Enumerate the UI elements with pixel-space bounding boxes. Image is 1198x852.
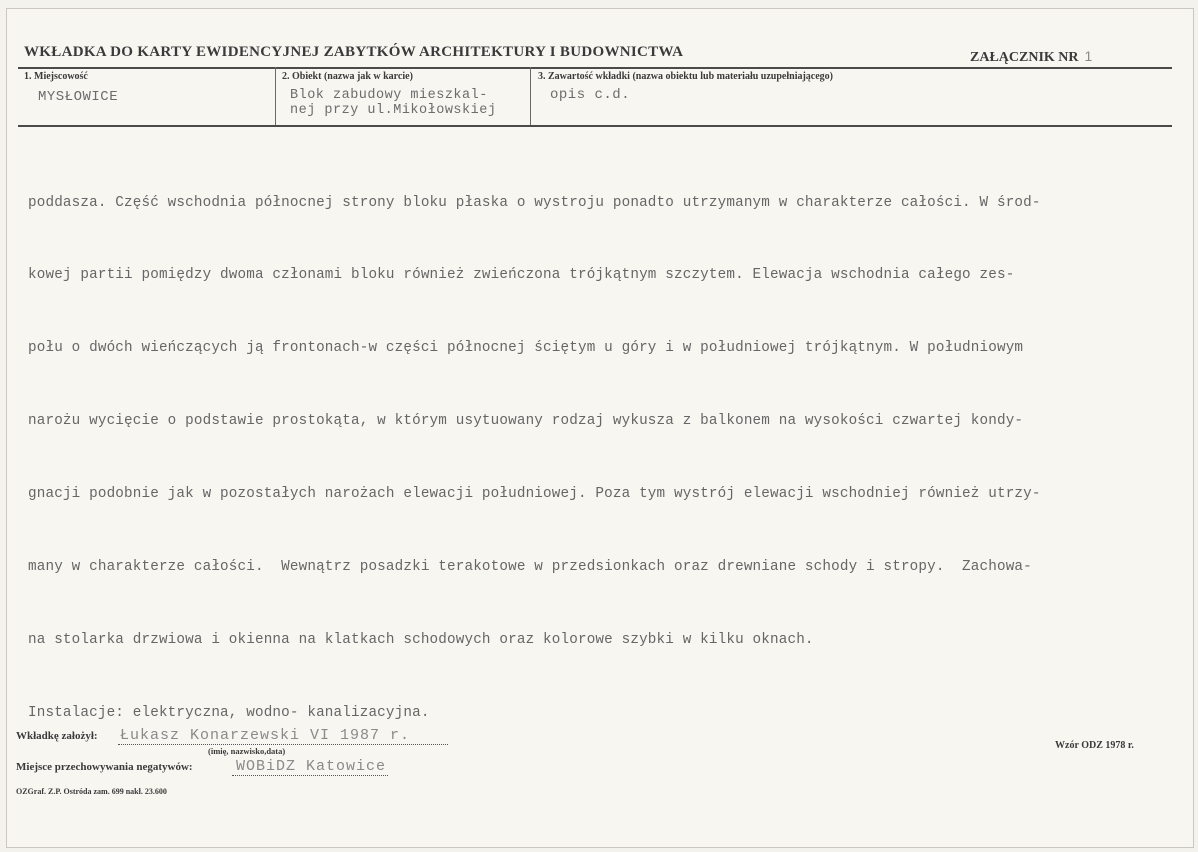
description-line: narożu wycięcie o podstawie prostokąta, w którym usytuowany rodzaj wykusza z balkonem na wysokości czwartej kondy-: [28, 413, 1024, 430]
created-by-dotted-line: [118, 744, 448, 745]
header-divider: [18, 67, 1172, 69]
printer-imprint: OZGraf. Z.P. Ostróda zam. 699 nakł. 23.600: [16, 787, 167, 796]
locality-value: MYSŁOWICE: [38, 89, 119, 105]
form-code: Wzór ODZ 1978 r.: [1055, 740, 1134, 751]
annex-label-text: ZAŁĄCZNIK NR: [970, 50, 1079, 65]
object-value-line1: Blok zabudowy mieszkal-: [290, 88, 488, 103]
content-value: opis c.d.: [550, 87, 631, 103]
description-line: many w charakterze całości. Wewnątrz posadzki terakotowe w przedsionkach oraz drewniane schody i stropy. Zachowa-: [28, 559, 1032, 576]
object-value-line2: nej przy ul.Mikołowskiej: [290, 103, 497, 118]
field-separator-1: [275, 67, 276, 125]
description-line: połu o dwóch wieńczących ją frontonach-w części północnej ściętym u góry i w południowej trójkątnym. W południowym: [28, 340, 1024, 357]
created-by-label: Wkładkę założył:: [16, 730, 98, 742]
description-line: na stolarka drzwiowa i okienna na klatkach schodowych oraz kolorowe szybki w kilku oknach.: [28, 631, 814, 648]
description-line: gnacji podobnie jak w pozostałych narożach elewacji południowej. Poza tym wystrój elewacji wschodniej również utrzy-: [28, 486, 1041, 503]
annex-label: [970, 48, 1092, 66]
description-line: Instalacje: elektryczna, wodno- kanalizacyjna.: [28, 704, 430, 721]
created-by-hint: (imię, nazwisko,data): [208, 746, 286, 756]
page-title: WKŁADKA DO KARTY EWIDENCYJNEJ ZABYTKÓW ARCHITEKTURY I BUDOWNICTWA: [24, 44, 684, 60]
description-line: poddasza. Część wschodnia północnej strony bloku płaska o wystroju ponadto utrzymanym w charakterze całości. W środ-: [28, 194, 1041, 211]
created-by-value: Łukasz Konarzewski VI 1987 r.: [120, 727, 411, 744]
content-label: 3. Zawartość wkładki (nazwa obiektu lub materiału uzupełniającego): [538, 71, 834, 82]
negatives-location-label: Miejsce przechowywania negatywów:: [16, 761, 193, 773]
object-label: 2. Obiekt (nazwa jak w karcie): [282, 71, 413, 82]
field-separator-2: [530, 67, 531, 125]
description-line: kowej partii pomiędzy dwoma członami bloku również zwieńczona trójkątnym szczytem. Elewacja wschodnia całego zes-: [28, 267, 1015, 284]
negatives-dotted-line: [232, 775, 388, 776]
description-text: [28, 142, 1188, 749]
fields-divider: [18, 125, 1172, 127]
annex-number: 1: [1084, 48, 1093, 64]
negatives-location-value: WOBiDZ Katowice: [236, 758, 387, 775]
locality-label: 1. Miejscowość: [24, 71, 88, 82]
